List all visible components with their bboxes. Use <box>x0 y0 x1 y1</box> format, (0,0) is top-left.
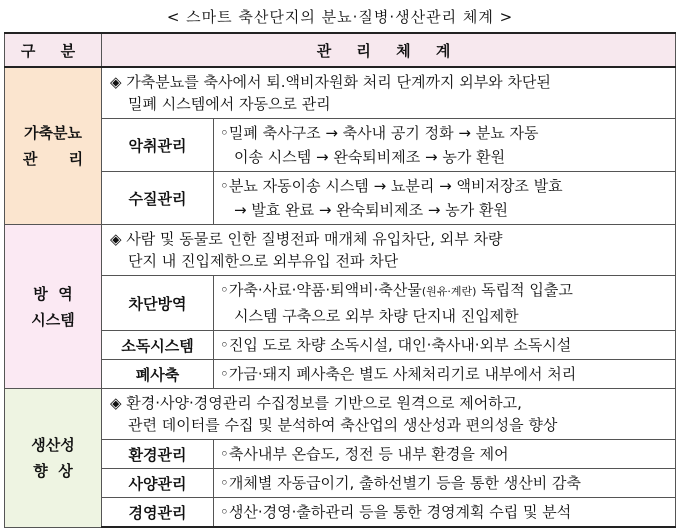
desc-text: 독립적 입출고 <box>476 281 573 299</box>
category-quarantine <box>5 225 102 389</box>
desc-text-small: (원유·계란) <box>421 285 477 298</box>
item-label: 악취관리 <box>102 119 214 172</box>
category-line: 관 리 <box>22 150 84 168</box>
item-description <box>214 331 676 360</box>
table-row <box>5 276 676 331</box>
item-description <box>214 469 676 498</box>
item-description <box>214 119 676 172</box>
table-row <box>5 498 676 528</box>
table-row <box>5 469 676 498</box>
category-line: 생산성 <box>31 435 75 454</box>
lead-line: ◈ 사람 및 동물로 인한 질병전파 매개체 유입차단, 외부 차량 <box>110 230 503 248</box>
table-row <box>5 331 676 360</box>
desc-text: ◦가축·사료·약품·퇴액비·축산물 <box>220 281 422 299</box>
item-description <box>214 360 676 389</box>
table-row <box>5 360 676 389</box>
table-header-row <box>5 33 676 67</box>
category-line: 시스템 <box>31 310 75 329</box>
management-system-table <box>4 32 676 528</box>
desc-line: ◦개체별 자동급이기, 출하선별기 등을 통한 생산비 감축 <box>220 474 582 492</box>
section-productivity-lead-row <box>5 389 676 440</box>
item-label: 사양관리 <box>102 469 214 498</box>
desc-line: → 발효 완료 → 완숙퇴비제조 → 농가 환원 <box>234 201 508 219</box>
category-line: 향 상 <box>33 461 73 480</box>
lead-line: 관련 데이터를 수집 및 분석하여 축산업의 생산성과 편의성을 향상 <box>128 416 558 434</box>
item-description <box>214 276 676 331</box>
lead-line: 단지 내 진입제한으로 외부유입 전파 차단 <box>128 252 399 270</box>
table-row <box>5 440 676 469</box>
item-label: 환경관리 <box>102 440 214 469</box>
header-system: 관 리 체 계 <box>102 33 676 67</box>
page-title: < 스마트 축산단지의 분뇨·질병·생산관리 체계 > <box>166 8 514 26</box>
item-label: 차단방역 <box>102 276 214 331</box>
desc-line: ◦축사내부 온습도, 정전 등 내부 환경을 제어 <box>220 445 509 463</box>
desc-line: ◦분뇨 자동이송 시스템 → 뇨분리 → 액비저장조 발효 <box>220 177 563 195</box>
item-label: 폐사축 <box>102 360 214 389</box>
table-row <box>5 172 676 225</box>
desc-line: ◦가금·돼지 폐사축은 별도 사체처리기로 내부에서 처리 <box>220 365 577 383</box>
desc-line <box>220 281 573 299</box>
item-description <box>214 498 676 528</box>
section-quarantine-lead-row <box>5 225 676 276</box>
table-row <box>5 119 676 172</box>
section-lead <box>102 225 676 276</box>
desc-line: ◦생산·경영·출하관리 등을 통한 경영계획 수립 및 분석 <box>220 503 572 521</box>
desc-line: 시스템 구축으로 외부 차량 단지내 진입제한 <box>234 307 519 325</box>
header-category: 구 분 <box>5 33 102 67</box>
lead-line: ◈ 가축분뇨를 축사에서 퇴.액비자원화 처리 단계까지 외부와 차단된 <box>110 73 551 91</box>
section-lead <box>102 67 676 119</box>
desc-line: ◦밀폐 축사구조 → 축사내 공기 정화 → 분뇨 자동 <box>220 124 539 142</box>
item-description <box>214 172 676 225</box>
item-label: 경영관리 <box>102 498 214 528</box>
section-manure-lead-row <box>5 67 676 119</box>
category-line: 방 역 <box>33 284 73 303</box>
category-line: 가축분뇨 <box>24 124 82 142</box>
item-description <box>214 440 676 469</box>
desc-line: ◦진입 도로 차량 소독시설, 대인·축사내·외부 소독시설 <box>220 336 572 354</box>
desc-line: 이송 시스템 → 완숙퇴비제조 → 농가 환원 <box>234 148 506 166</box>
lead-line: ◈ 환경·사양·경영관리 수집정보를 기반으로 원격으로 제어하고, <box>110 394 522 412</box>
item-label: 소독시스템 <box>102 331 214 360</box>
category-productivity <box>5 389 102 528</box>
section-lead <box>102 389 676 440</box>
category-manure <box>5 67 102 225</box>
item-label: 수질관리 <box>102 172 214 225</box>
lead-line: 밀폐 시스템에서 자동으로 관리 <box>128 95 331 113</box>
